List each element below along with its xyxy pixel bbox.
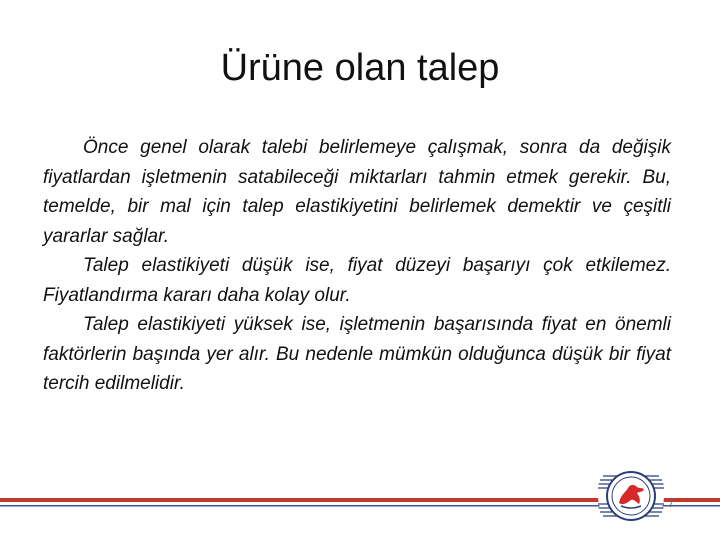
page-number: 7 [668, 498, 675, 510]
paragraph-high-elasticity: Talep elastikiyeti yüksek ise, işletmenin başarısında fiyat en önemli faktörlerin başında yer alır. Bu nedenle mümkün olduğunca düşük bir fiyat tercih edilmelidir. [43, 314, 671, 394]
paragraph-low-elasticity: Talep elastikiyeti düşük ise, fiyat düzeyi başarıyı çok etkilemez. Fiyatlandırma kararı daha kolay olur. [43, 255, 671, 306]
slide-title: Ürüne olan talep [220, 47, 500, 89]
university-seal-icon [597, 462, 665, 530]
paragraph-demand-estimation: Önce genel olarak talebi belirlemeye çalışmak, sonra da değişik fiyatlardan işletmenin satabileceği miktarları tahmin etmek gerekir. Bu, temelde, bir mal için talep elastikiyetini belirlemek demektir ve çeşitli yararlar sağlar. [43, 137, 671, 247]
slide-body [43, 133, 671, 399]
